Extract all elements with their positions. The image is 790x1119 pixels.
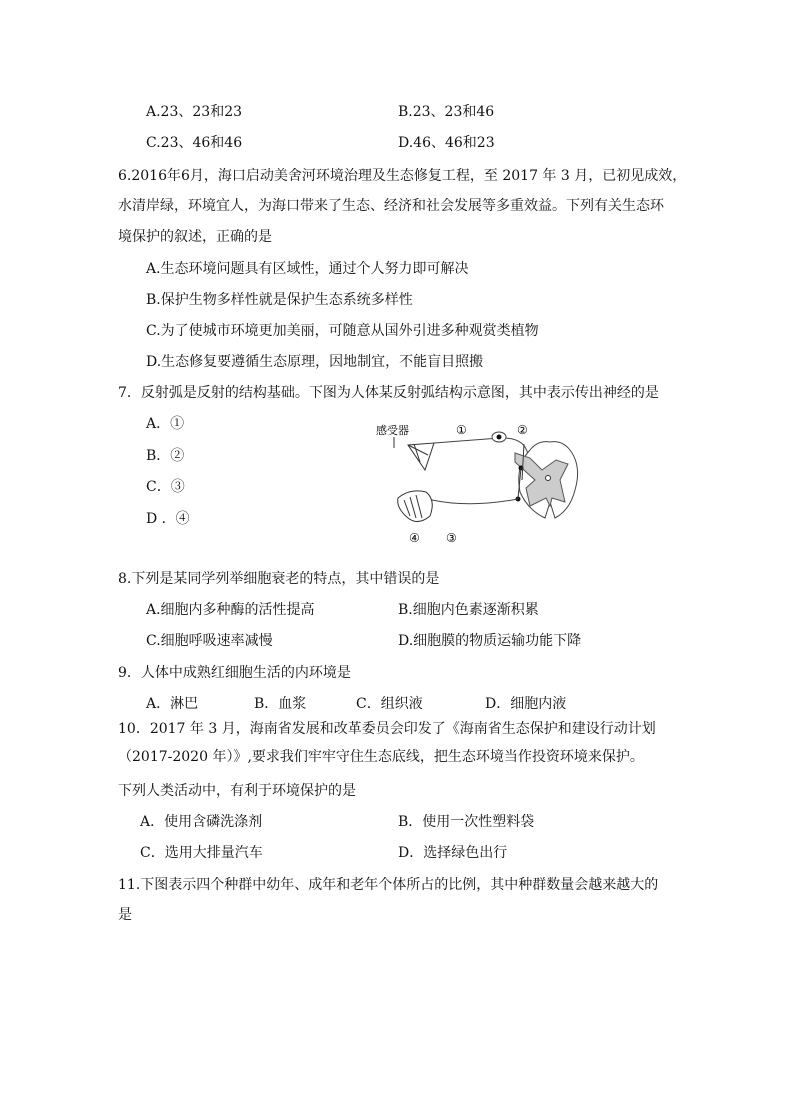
q9-stem: 9．人体中成熟红细胞生活的内环境是 — [118, 665, 351, 681]
q7-option-b: B．② — [146, 448, 185, 464]
q8-option-b: B.细胞内色素逐渐积累 — [398, 602, 539, 618]
q11-stem-line: 是 — [118, 907, 132, 923]
label-4: ④ — [409, 531, 420, 545]
reflex-arc-figure — [370, 410, 610, 550]
q8-option-c: C.细胞呼吸速率减慢 — [146, 633, 273, 649]
q6-stem-line: 水清岸绿，环境宜人，为海口带来了生态、经济和社会发展等多重效益。下列有关生态环 — [118, 198, 664, 214]
receptor-label: 感受器 — [376, 424, 409, 437]
q6-option-a: A.生态环境问题具有区域性，通过个人努力即可解决 — [146, 261, 469, 277]
q6-stem-line: 6.2016年6月，海口启动美舍河环境治理及生态修复工程，至 2017 年 3 月，已初见成效， — [118, 168, 687, 184]
q5-option-b: B.23、23和46 — [398, 104, 495, 120]
q5-option-d: D.46、46和23 — [398, 135, 495, 151]
q9-option-a: A．淋巴 — [146, 696, 199, 712]
q7-option-d: D ．④ — [146, 511, 190, 527]
efferent-nerve — [432, 499, 518, 504]
q7-stem: 7．反射弧是反射的结构基础。下图为人体某反射弧结构示意图，其中表示传出神经的是 — [118, 385, 659, 401]
q8-option-a: A.细胞内多种酶的活性提高 — [146, 602, 315, 618]
q7-option-c: C．③ — [146, 479, 185, 495]
q11-stem-line: 11.下图表示四个种群中幼年、成年和老年个体所占的比例，其中种群数量会越来越大的 — [118, 877, 659, 893]
q10-option-d: D．选择绿色出行 — [398, 845, 508, 861]
q7-option-a: A．① — [146, 416, 185, 432]
effector — [398, 491, 433, 522]
q8-stem: 8.下列是某同学列举细胞衰老的特点，其中错误的是 — [118, 571, 440, 587]
label-3: ③ — [446, 531, 457, 545]
q6-option-c: C.为了使城市环境更加美丽，可随意从国外引进多种观赏类植物 — [146, 323, 539, 339]
label-1: ① — [456, 423, 467, 437]
q10-stem-line: （2017-2020 年）》,要求我们牢牢守住生态底线，把生态环境当作投资环境来保护。 — [118, 749, 644, 765]
q5-option-a: A.23、23和23 — [146, 104, 243, 120]
afferent-nerve — [434, 438, 528, 455]
q9-option-b: B．血浆 — [254, 696, 307, 712]
q8-option-d: D.细胞膜的物质运输功能下降 — [398, 633, 582, 649]
q6-option-d: D.生态修复要遵循生态原理，因地制宜，不能盲目照搬 — [146, 354, 484, 370]
q10-stem-line: 10．2017 年 3 月，海南省发展和改革委员会印发了《海南省生态保护和建设行动计划 — [118, 721, 656, 737]
q6-stem-line: 境保护的叙述，正确的是 — [118, 229, 272, 245]
q10-stem-line: 下列人类活动中，有利于环境保护的是 — [118, 783, 356, 799]
q10-option-c: C．选用大排量汽车 — [140, 845, 263, 861]
label-2: ② — [517, 423, 528, 437]
q9-option-d: D．细胞内液 — [485, 696, 567, 712]
q5-option-c: C.23、46和46 — [146, 135, 243, 151]
q10-option-b: B．使用一次性塑料袋 — [398, 814, 535, 830]
q10-option-a: A．使用含磷洗涤剂 — [140, 814, 263, 830]
q9-option-c: C．组织液 — [356, 696, 423, 712]
q6-option-b: B.保护生物多样性就是保护生态系统多样性 — [146, 292, 413, 308]
